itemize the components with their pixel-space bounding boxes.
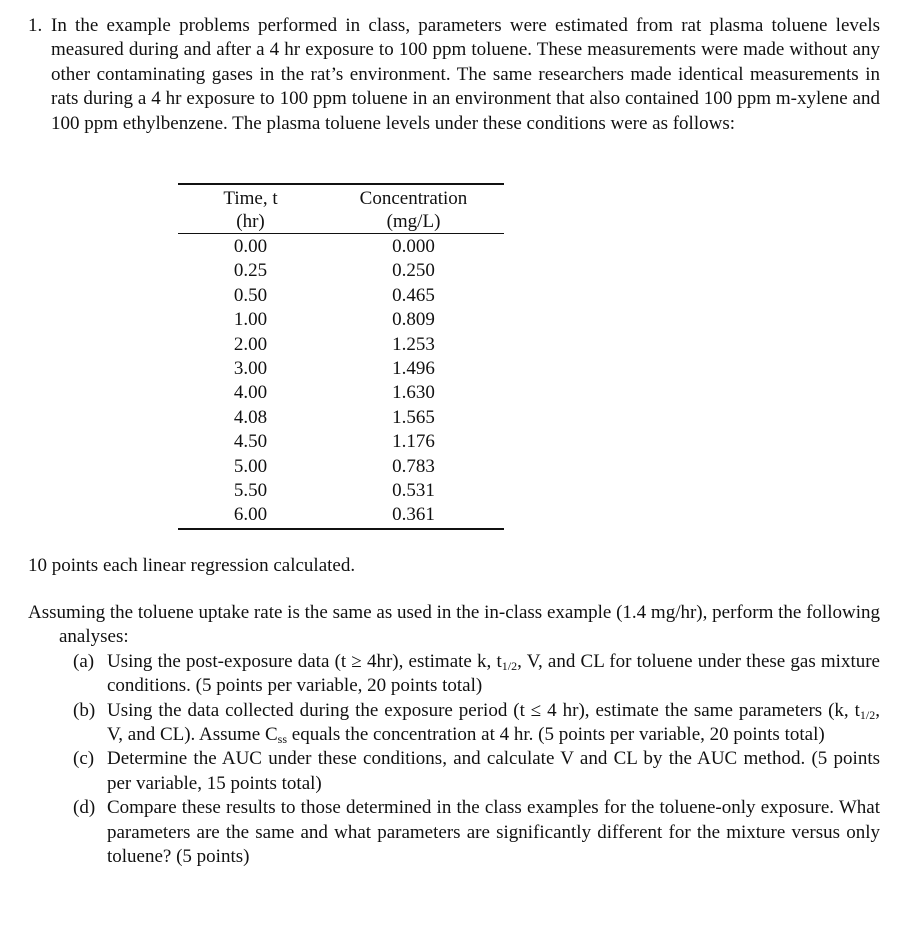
part-c-text: Determine the AUC under these conditions, and calculate V and CL by the AUC method. (5 points per variable, 15 points total) <box>107 748 880 794</box>
table-body <box>178 234 504 529</box>
concentration-cell: 1.496 <box>392 358 435 380</box>
part-c-label: (c) <box>73 748 95 770</box>
time-column-header <box>178 184 323 234</box>
time-cell: 0.00 <box>233 236 268 257</box>
part-b-text-1: Using the data collected during the exposure period (t ≤ 4 hr), estimate the same parameters (k, t <box>107 699 860 721</box>
concentration-header-unit: (mg/L) <box>386 211 441 232</box>
part-d <box>28 796 880 869</box>
table-row <box>178 284 504 308</box>
part-b <box>28 699 880 748</box>
time-cell: 2.00 <box>233 333 268 355</box>
time-header-unit: (hr) <box>236 211 265 232</box>
concentration-cell: 0.361 <box>392 504 435 526</box>
concentration-header-label: Concentration <box>359 188 468 209</box>
concentration-cell: 0.783 <box>392 455 435 477</box>
concentration-cell: 1.253 <box>392 333 435 355</box>
concentration-cell: 0.465 <box>392 284 435 306</box>
toluene-concentration-table <box>178 183 504 530</box>
part-a-text-1: Using the post-exposure data (t ≥ 4hr), estimate k, t <box>107 650 502 672</box>
table-header-row <box>178 184 504 234</box>
analysis-instructions <box>28 601 880 869</box>
concentration-cell: 0.000 <box>392 236 435 257</box>
time-cell: 5.50 <box>233 480 268 502</box>
analysis-parts-list <box>28 650 880 870</box>
concentration-cell: 1.565 <box>392 406 435 428</box>
time-cell: 4.00 <box>233 382 268 404</box>
question-1 <box>28 14 880 136</box>
time-header-label: Time, t <box>223 188 278 209</box>
table-row <box>178 503 504 528</box>
part-a-label: (a) <box>73 650 95 672</box>
part-a-text <box>107 650 880 699</box>
part-b-label: (b) <box>73 699 96 721</box>
part-d-label: (d) <box>73 797 96 819</box>
time-cell: 1.00 <box>233 309 268 331</box>
points-note: 10 points each linear regression calculated. <box>28 555 356 576</box>
table-row <box>178 381 504 405</box>
time-cell: 0.50 <box>233 284 268 306</box>
time-cell: 4.50 <box>233 431 268 453</box>
time-cell: 4.08 <box>233 406 268 428</box>
time-cell: 3.00 <box>233 358 268 380</box>
question-intro: In the example problems performed in class, parameters were estimated from rat plasma toluene levels measured during and after a 4 hr exposure to 100 ppm toluene. These measurements were made without any other contaminating gases in the rat’s environment. The same researchers made identical measurements in rats during a 4 hr exposure to 100 ppm toluene in an environment that also contained 100 ppm m-xylene and 100 ppm ethylbenzene. The plasma toluene levels under these conditions were as follows: <box>51 15 880 134</box>
part-a-text-2: , V, and CL for toluene under these gas mixture conditions. (5 points per variable, 20 points total) <box>107 650 880 697</box>
concentration-cell: 1.176 <box>392 431 435 453</box>
table-row <box>178 430 504 454</box>
table-row <box>178 259 504 283</box>
part-b-subscript-half: 1/2 <box>859 707 876 722</box>
part-d-text: Compare these results to those determined in the class examples for the toluene-only exposure. What parameters are the same and what parameters are significantly different for the mixture versus only toluene? (5 points) <box>107 797 880 868</box>
concentration-cell: 0.531 <box>392 480 435 502</box>
table-row <box>178 333 504 357</box>
part-c <box>28 747 880 796</box>
part-a-subscript-half: 1/2 <box>501 658 518 673</box>
question-number: 1. <box>28 15 43 36</box>
table-row <box>178 308 504 332</box>
time-cell: 5.00 <box>233 455 268 477</box>
part-b-text <box>107 699 880 748</box>
part-b-text-3: equals the concentration at 4 hr. (5 points per variable, 20 points total) <box>287 724 825 746</box>
table-row <box>178 455 504 479</box>
concentration-column-header <box>323 184 504 234</box>
time-cell: 0.25 <box>233 260 268 282</box>
part-b-text-2: , V, and CL). Assume C <box>107 699 880 746</box>
table-row <box>178 406 504 430</box>
part-b-subscript-ss: ss <box>277 732 288 747</box>
table-row <box>178 234 504 260</box>
concentration-cell: 0.250 <box>392 260 435 282</box>
time-cell: 6.00 <box>233 504 268 526</box>
assumption-text: Assuming the toluene uptake rate is the same as used in the in-class example (1.4 mg/hr), perform the following analyses: <box>28 602 880 648</box>
concentration-cell: 0.809 <box>392 309 435 331</box>
concentration-cell: 1.630 <box>392 382 435 404</box>
part-a <box>28 650 880 699</box>
table-row <box>178 479 504 503</box>
table-row <box>178 357 504 381</box>
